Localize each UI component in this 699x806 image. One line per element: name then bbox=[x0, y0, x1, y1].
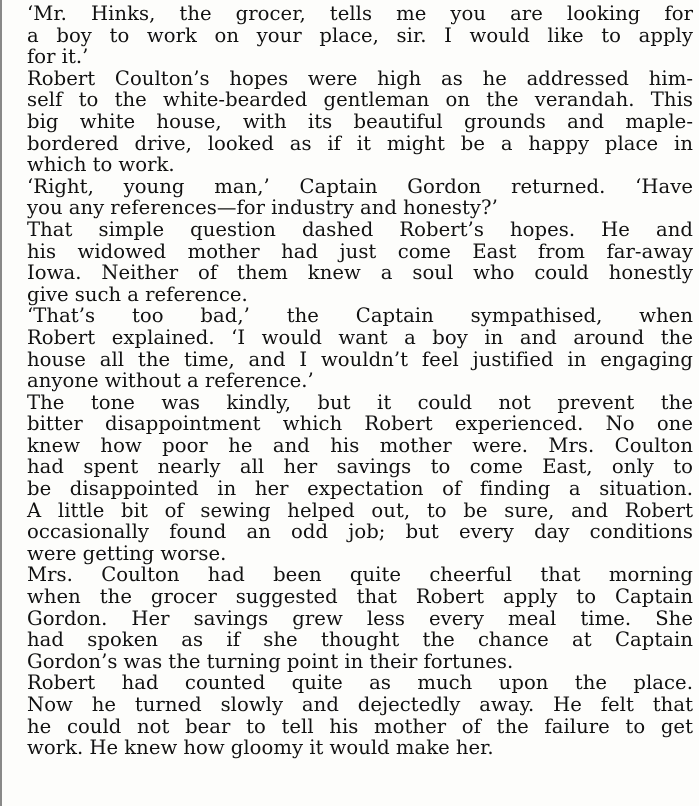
text-line: his widowed mother had just come East from far-away bbox=[27, 239, 693, 263]
text-line: bordered drive, looked as if it might be a happy place in bbox=[27, 131, 693, 155]
paragraph-2 bbox=[5, 68, 693, 176]
text-line: a boy to work on your place, sir. I would like to apply bbox=[27, 23, 693, 47]
text-line: had spent nearly all her savings to come East, only to bbox=[27, 455, 693, 479]
text-line: ‘That’s too bad,’ the Captain sympathised, when bbox=[27, 304, 693, 328]
paragraph-6 bbox=[5, 392, 693, 565]
paragraph-1 bbox=[5, 3, 693, 68]
column-rule bbox=[0, 0, 2, 806]
text-line: were getting worse. bbox=[27, 541, 227, 565]
paragraph-8 bbox=[5, 672, 693, 758]
text-line: occasionally found an odd job; but every day conditions bbox=[27, 520, 693, 544]
text-line: Iowa. Neither of them knew a soul who could honestly bbox=[27, 261, 693, 285]
text-line: self to the white-bearded gentleman on the verandah. This bbox=[27, 88, 693, 112]
text-line: give such a reference. bbox=[27, 282, 248, 306]
text-line: bitter disappointment which Robert experienced. No one bbox=[27, 412, 693, 436]
paragraph-5 bbox=[5, 305, 693, 391]
text-line: which to work. bbox=[27, 153, 175, 177]
text-line: he could not bear to tell his mother of the failure to get bbox=[27, 714, 693, 738]
text-line: Gordon. Her savings grew less every meal time. She bbox=[27, 606, 693, 630]
article-column bbox=[5, 3, 693, 759]
text-line: Robert Coulton’s hopes were high as he addressed him- bbox=[27, 66, 693, 90]
text-line: Mrs. Coulton had been quite cheerful that morning bbox=[27, 563, 693, 587]
text-line: ‘Right, young man,’ Captain Gordon returned. ‘Have bbox=[27, 174, 693, 198]
text-line: knew how poor he and his mother were. Mrs. Coulton bbox=[27, 433, 693, 457]
text-line: Gordon’s was the turning point in their fortunes. bbox=[27, 649, 514, 673]
text-line: when the grocer suggested that Robert apply to Captain bbox=[27, 585, 693, 609]
text-line: A little bit of sewing helped out, to be sure, and Robert bbox=[27, 498, 693, 522]
text-line: work. He knew how gloomy it would make her. bbox=[27, 736, 494, 760]
text-line: house all the time, and I wouldn’t feel justified in engaging bbox=[27, 347, 693, 371]
text-line: for it.’ bbox=[27, 45, 89, 69]
paragraph-3 bbox=[5, 176, 693, 219]
text-line: anyone without a reference.’ bbox=[27, 369, 314, 393]
text-line: Robert explained. ‘I would want a boy in and around the bbox=[27, 325, 693, 349]
text-line: The tone was kindly, but it could not prevent the bbox=[27, 390, 693, 414]
text-line: ‘Mr. Hinks, the grocer, tells me you are looking for bbox=[27, 2, 693, 25]
text-line: Robert had counted quite as much upon the place. bbox=[27, 671, 693, 695]
text-line: big white house, with its beautiful grounds and maple- bbox=[27, 109, 693, 133]
text-line: Now he turned slowly and dejectedly away. He felt that bbox=[27, 693, 693, 716]
paragraph-7 bbox=[5, 564, 693, 672]
text-line: be disappointed in her expectation of finding a situation. bbox=[27, 477, 693, 501]
text-line: you any references—for industry and honesty?’ bbox=[27, 196, 498, 220]
text-line: had spoken as if she thought the chance at Captain bbox=[27, 628, 693, 652]
paragraph-4 bbox=[5, 219, 693, 305]
text-line: That simple question dashed Robert’s hopes. He and bbox=[27, 217, 693, 241]
